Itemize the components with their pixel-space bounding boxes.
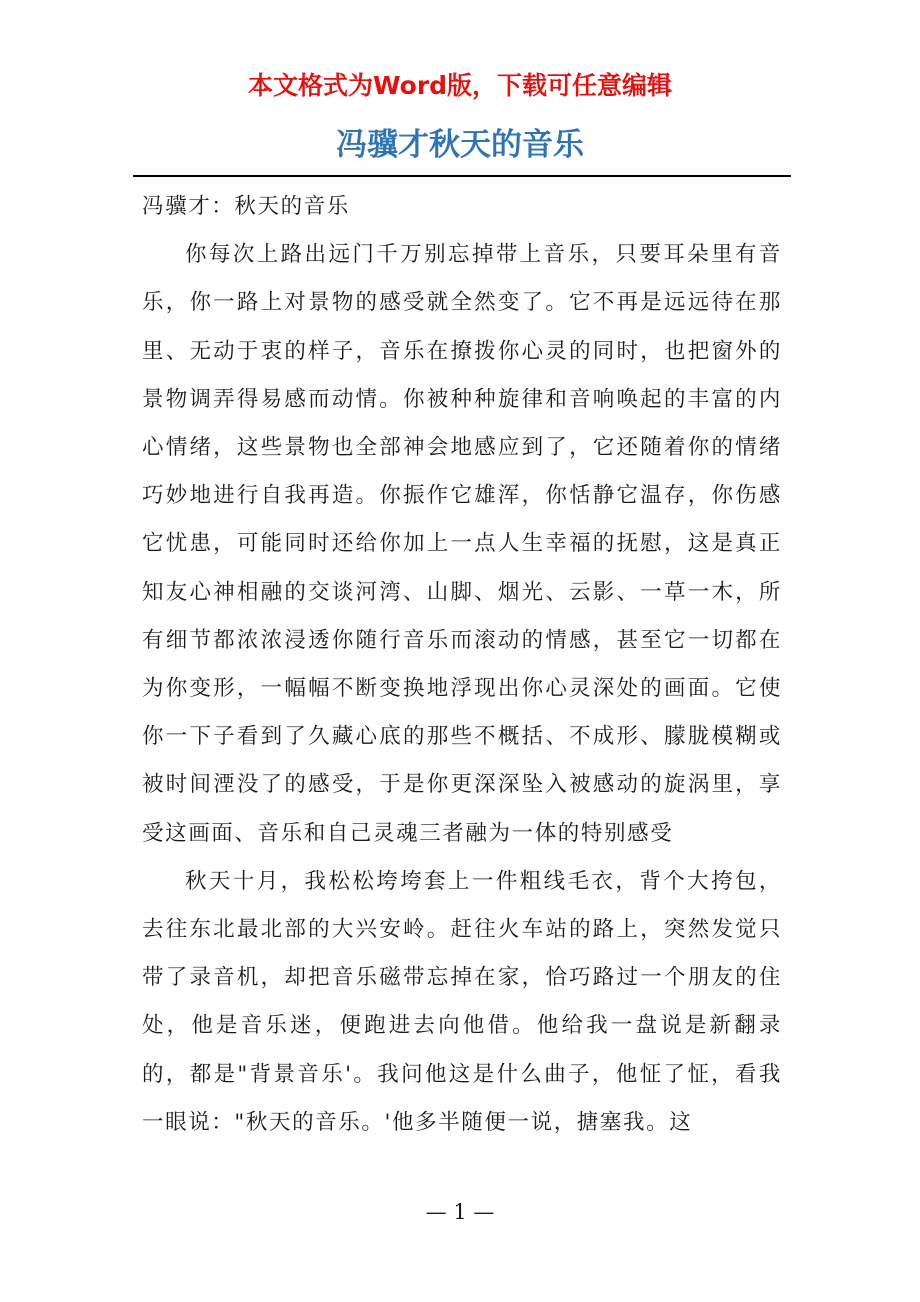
document-body — [142, 183, 782, 1147]
paragraph-2: 秋天十月，我松松垮垮套上一件粗线毛衣，背个大挎包，去往东北最北部的大兴安岭。赶往火车站的路上，突然发觉只带了录音机，却把音乐磁带忘掉在家，恰巧路过一个朋友的住处，他是音乐迷，便跑进去向他借。他给我一盘说是新翻录的，都是"背景音乐'。我问他这是什么曲子，他怔了怔，看我一眼说："秋天的音乐。'他多半随便一说，搪塞我。这 — [142, 868, 782, 1135]
title-divider — [133, 175, 791, 177]
document-title: 冯骥才秋天的音乐 — [336, 127, 584, 163]
page-number: — 1 — — [425, 1200, 495, 1224]
paragraph-1: 你每次上路出远门千万别忘掉带上音乐，只要耳朵里有音乐，你一路上对景物的感受就全然变了。它不再是远远待在那里、无动于衷的样子，音乐在撩拨你心灵的同时，也把窗外的景物调弄得易感而动情。你被种种旋律和音响唤起的丰富的内心情绪，这些景物也全部神会地感应到了，它还随着你的情绪巧妙地进行自我再造。你振作它雄浑，你恬静它温存，你伤感它忧患，可能同时还给你加上一点人生幸福的抚慰，这是真正知友心神相融的交谈河湾、山脚、烟光、云影、一草一木，所有细节都浓浓浸透你随行音乐而滚动的情感，甚至它一切都在为你变形，一幅幅不断变换地浮现出你心灵深处的画面。它使你一下子看到了久藏心底的那些不概括、不成形、朦胧模糊或被时间湮没了的感受，于是你更深深坠入被感动的旋涡里，享受这画面、音乐和自己灵魂三者融为一体的特别感受 — [142, 242, 782, 846]
download-banner: 本文格式为Word版，下载可任意编辑 — [247, 71, 673, 100]
article-subtitle: 冯骥才：秋天的音乐 — [142, 194, 350, 219]
